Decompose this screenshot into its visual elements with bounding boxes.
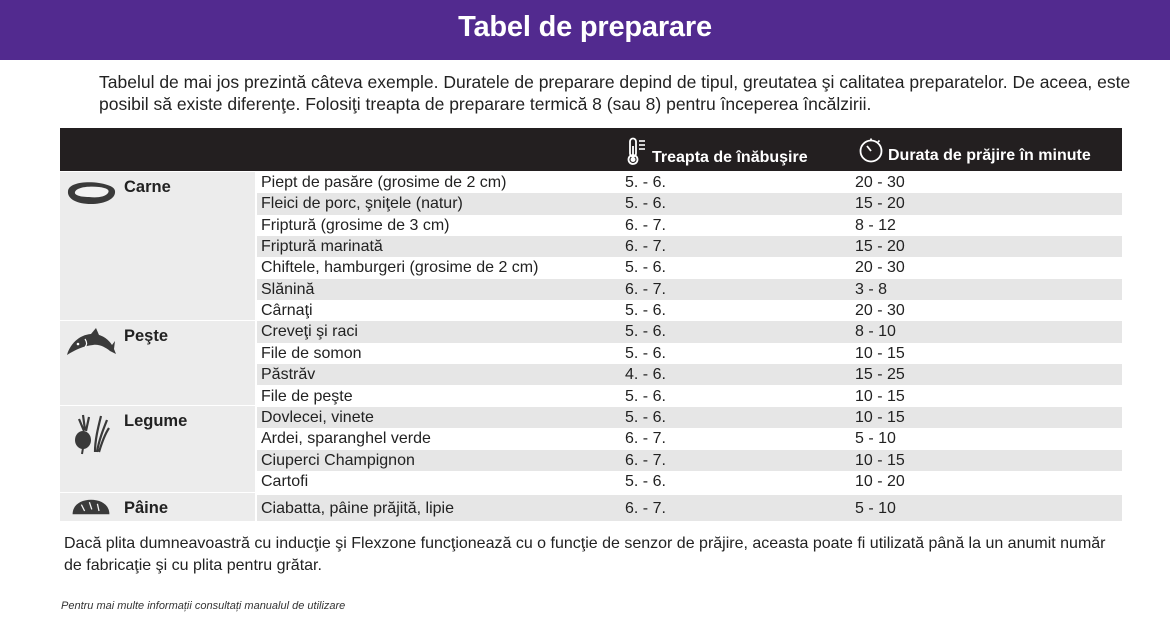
table-row: [257, 236, 1122, 257]
food-cell: Păstrăv: [261, 366, 316, 384]
category-bread: [60, 493, 255, 521]
time-cell: 3 - 8: [855, 280, 888, 298]
time-cell: 5 - 10: [855, 430, 896, 448]
level-cell: 6. - 7.: [625, 430, 666, 448]
table-header: [60, 128, 1122, 171]
food-cell: Cârnaţi: [261, 302, 313, 320]
table-row: [257, 364, 1122, 385]
thermometer-icon: [626, 137, 648, 165]
level-cell: 4. - 6.: [625, 366, 666, 384]
food-cell: Friptură (grosime de 3 cm): [261, 216, 450, 234]
category-label: Carne: [124, 178, 171, 196]
category-label: Peşte: [124, 327, 169, 345]
header-temp-label: Treapta de înăbuşire: [652, 149, 808, 166]
level-cell: 5. - 6.: [625, 174, 666, 191]
level-cell: 5. - 6.: [625, 323, 666, 341]
time-cell: 8 - 10: [855, 323, 896, 341]
food-cell: Cartofi: [261, 472, 309, 490]
food-cell: Friptură marinată: [261, 238, 383, 256]
food-cell: Fleici de porc, şniţele (natur): [261, 195, 463, 213]
header-time-label: Durata de prăjire în minute: [888, 147, 1091, 164]
food-cell: Ciabatta, pâine prăjită, lipie: [261, 500, 455, 517]
table-row: [257, 193, 1122, 214]
food-cell: Chiftele, hamburgeri (grosime de 2 cm): [261, 259, 539, 277]
time-cell: 20 - 30: [855, 174, 905, 191]
table-row: [257, 321, 1122, 342]
category-label: Pâine: [124, 499, 169, 517]
table-row: [257, 215, 1122, 236]
food-cell: File de peşte: [261, 387, 353, 405]
fish-icon: [65, 327, 117, 357]
time-cell: 10 - 15: [855, 408, 905, 426]
food-cell: Slănină: [261, 280, 315, 298]
food-cell: Piept de pasăre (grosime de 2 cm): [261, 174, 507, 191]
table-row: [257, 257, 1122, 278]
table-row: [257, 386, 1122, 407]
food-cell: Creveţi şi raci: [261, 323, 358, 341]
level-cell: 6. - 7.: [625, 238, 666, 256]
time-cell: 10 - 20: [855, 472, 905, 490]
meat-icon: [65, 178, 117, 208]
food-cell: File de somon: [261, 344, 362, 362]
title-banner: [0, 0, 1170, 60]
footer-text: Dacă plita dumneavoastră cu inducţie şi Flexzone funcţionează cu o funcţie de senzor de prăjire, aceasta poate fi utilizată până la un anumit număr de fabricaţie şi cu plita pentru grătar.: [64, 535, 1106, 574]
level-cell: 5. - 6.: [625, 195, 666, 213]
category-label: Legume: [124, 412, 188, 430]
table-row: [257, 300, 1122, 321]
table-row: [257, 495, 1122, 521]
food-cell: Ardei, sparanghel verde: [261, 430, 431, 448]
food-cell: Ciuperci Champignon: [261, 451, 415, 469]
time-cell: 15 - 20: [855, 238, 905, 256]
level-cell: 5. - 6.: [625, 472, 666, 490]
level-cell: 6. - 7.: [625, 216, 666, 234]
level-cell: 6. - 7.: [625, 500, 666, 517]
vegetables-icon: [65, 410, 117, 456]
category-fish: [60, 321, 255, 405]
level-cell: 6. - 7.: [625, 451, 666, 469]
level-cell: 5. - 6.: [625, 344, 666, 362]
bread-icon: [65, 495, 117, 519]
level-cell: 5. - 6.: [625, 259, 666, 277]
time-cell: 10 - 15: [855, 451, 905, 469]
level-cell: 5. - 6.: [625, 302, 666, 320]
table-row: [257, 471, 1122, 492]
time-cell: 10 - 15: [855, 344, 905, 362]
level-cell: 6. - 7.: [625, 280, 666, 298]
table-row: [257, 450, 1122, 471]
time-cell: 5 - 10: [855, 500, 896, 517]
time-cell: 20 - 30: [855, 302, 905, 320]
time-cell: 10 - 15: [855, 387, 905, 405]
time-cell: 8 - 12: [855, 216, 896, 234]
intro-text: Tabelul de mai jos prezintă câteva exemple. Duratele de preparare depind de tipul, greutatea şi calitatea preparatelor. De aceea, este posibil să existe diferenţe. Folosiţi treapta de preparare termică 8 (sau 8) pentru începerea încălzirii.: [99, 72, 1131, 114]
header-temp: [626, 137, 808, 165]
category-vegetables: [60, 406, 255, 492]
category-meat: [60, 172, 255, 320]
time-cell: 15 - 25: [855, 366, 905, 384]
time-cell: 15 - 20: [855, 195, 905, 213]
time-cell: 20 - 30: [855, 259, 905, 277]
food-cell: Dovlecei, vinete: [261, 408, 374, 426]
manual-note: Pentru mai multe informații consultați manualul de utilizare: [61, 600, 346, 612]
header-time: [858, 137, 1091, 163]
timer-icon: [858, 137, 884, 163]
table-row: [257, 172, 1122, 193]
level-cell: 5. - 6.: [625, 408, 666, 426]
page-title: Tabel de preparare: [458, 11, 712, 43]
table-row: [257, 343, 1122, 364]
table-row: [257, 407, 1122, 428]
table-row: [257, 428, 1122, 449]
table-row: [257, 279, 1122, 300]
level-cell: 5. - 6.: [625, 387, 666, 405]
